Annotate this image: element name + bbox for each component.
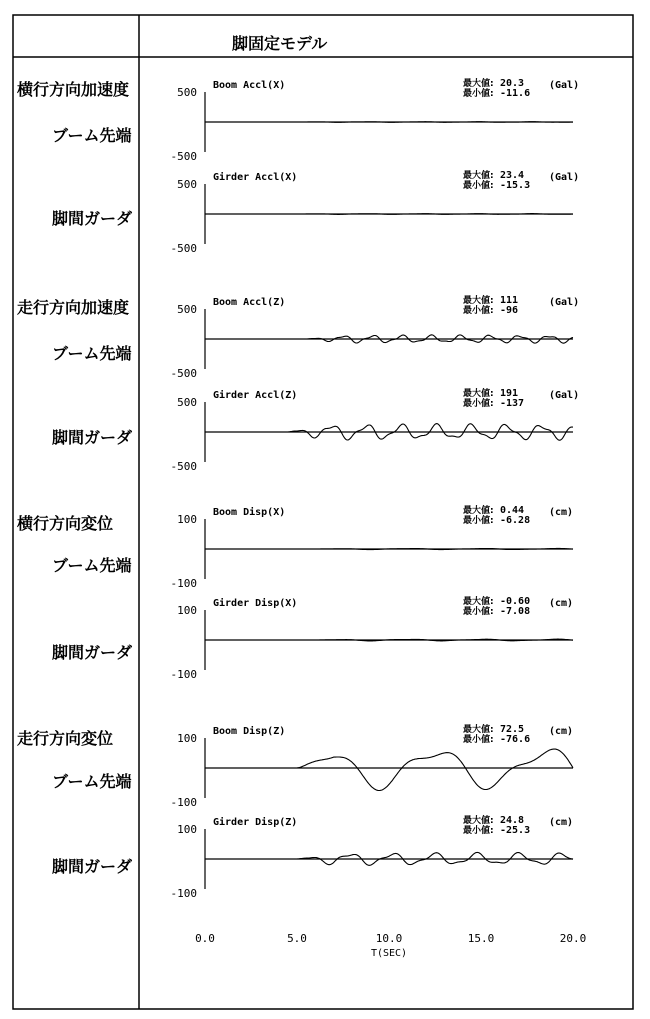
unit-label: (Gal) (549, 80, 580, 91)
max-label: 最大値: (463, 597, 494, 607)
max-value: -0.60 (500, 596, 531, 607)
group-title: 走行方向加速度 (17, 298, 130, 317)
min-value: -76.6 (500, 734, 531, 745)
group-sub-girder: 脚間ガーダ (52, 209, 133, 228)
y-tick-bottom: -500 (170, 242, 197, 255)
series-title: Girder Accl(Z) (213, 390, 298, 401)
max-label: 最大値: (463, 171, 494, 181)
max-label: 最大値: (463, 79, 494, 89)
min-value: -137 (500, 398, 525, 409)
y-tick-bottom: -500 (170, 367, 197, 380)
group-title: 横行方向変位 (17, 514, 114, 533)
x-axis (195, 932, 586, 959)
group-sub-boom: ブーム先端 (52, 344, 132, 363)
y-tick-bottom: -500 (170, 150, 197, 163)
min-label: 最小値: (463, 826, 494, 836)
min-label: 最小値: (463, 306, 494, 316)
unit-label: (cm) (549, 817, 574, 828)
min-value: -25.3 (500, 825, 531, 836)
series-line (205, 749, 573, 790)
min-value: -6.28 (500, 515, 531, 526)
y-tick-top: 500 (177, 178, 197, 191)
y-tick-top: 500 (177, 303, 197, 316)
group-sub-boom: ブーム先端 (52, 772, 132, 791)
y-tick-bottom: -100 (170, 887, 197, 900)
max-label: 最大値: (463, 725, 494, 735)
y-tick-top: 500 (177, 396, 197, 409)
max-value: 23.4 (500, 170, 525, 181)
min-label: 最小値: (463, 516, 494, 526)
group-sub-girder: 脚間ガーダ (52, 428, 133, 447)
max-value: 111 (500, 295, 519, 306)
y-tick-top: 500 (177, 86, 197, 99)
x-tick-label: 5.0 (287, 932, 307, 945)
x-axis-label: T(SEC) (370, 948, 408, 959)
min-label: 最小値: (463, 399, 494, 409)
group-labels (16, 80, 133, 876)
y-tick-bottom: -100 (170, 577, 197, 590)
series-title: Boom Disp(Z) (213, 726, 286, 737)
group-sub-girder: 脚間ガーダ (52, 857, 133, 876)
unit-label: (cm) (549, 507, 574, 518)
max-value: 72.5 (500, 724, 525, 735)
unit-label: (cm) (549, 598, 574, 609)
max-label: 最大値: (463, 506, 494, 516)
max-label: 最大値: (463, 816, 494, 826)
series-title: Girder Disp(Z) (213, 817, 298, 828)
min-label: 最小値: (463, 607, 494, 617)
unit-label: (Gal) (549, 172, 580, 183)
max-value: 191 (500, 388, 519, 399)
y-tick-top: 100 (177, 604, 197, 617)
x-tick-label: 0.0 (195, 932, 215, 945)
max-label: 最大値: (463, 296, 494, 306)
min-value: -96 (500, 305, 519, 316)
max-value: 24.8 (500, 815, 525, 826)
min-value: -11.6 (500, 88, 531, 99)
y-tick-top: 100 (177, 732, 197, 745)
page-title: 脚固定モデル (232, 34, 328, 53)
series-line (205, 122, 573, 123)
series-title: Girder Accl(X) (213, 172, 298, 183)
group-sub-boom: ブーム先端 (52, 556, 132, 575)
max-value: 20.3 (500, 78, 525, 89)
group-sub-girder: 脚間ガーダ (52, 643, 133, 662)
group-title: 走行方向変位 (17, 729, 114, 748)
min-value: -7.08 (500, 606, 531, 617)
series-title: Boom Accl(Z) (213, 297, 286, 308)
max-label: 最大値: (463, 389, 494, 399)
series-title: Boom Accl(X) (213, 80, 286, 91)
min-label: 最小値: (463, 181, 494, 191)
unit-label: (Gal) (549, 390, 580, 401)
min-label: 最小値: (463, 735, 494, 745)
x-tick-label: 20.0 (559, 932, 587, 945)
group-sub-boom: ブーム先端 (52, 126, 132, 145)
min-label: 最小値: (463, 89, 494, 99)
y-tick-top: 100 (177, 823, 197, 836)
x-tick-label: 15.0 (467, 932, 495, 945)
time-history-plots (171, 77, 580, 900)
y-tick-bottom: -100 (170, 796, 197, 809)
y-tick-top: 100 (177, 513, 197, 526)
unit-label: (cm) (549, 726, 574, 737)
y-tick-bottom: -100 (170, 668, 197, 681)
max-value: 0.44 (500, 505, 525, 516)
series-title: Boom Disp(X) (213, 507, 286, 518)
group-title: 横行方向加速度 (17, 80, 130, 99)
series-title: Girder Disp(X) (213, 598, 298, 609)
min-value: -15.3 (500, 180, 531, 191)
y-tick-bottom: -500 (170, 460, 197, 473)
unit-label: (Gal) (549, 297, 580, 308)
x-tick-label: 10.0 (375, 932, 403, 945)
